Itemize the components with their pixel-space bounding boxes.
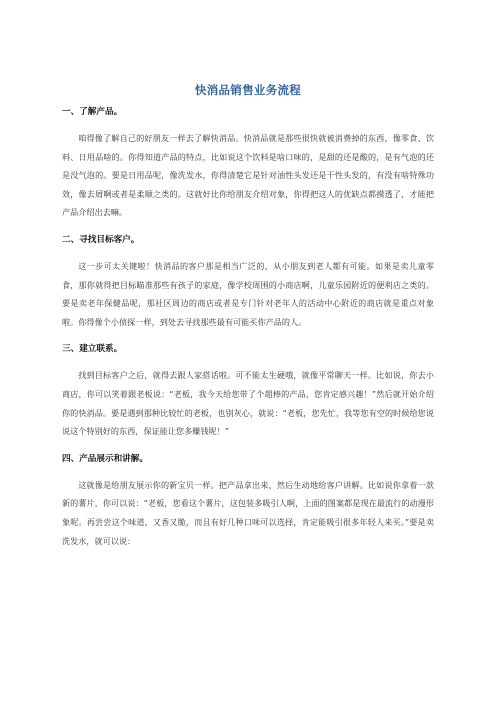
section-body-understand-product: 咱得像了解自己的好朋友一样去了解快消品。快消品就是那些很快就被消费掉的东西，像零食、饮料、日用品啥的。你得知道产品的特点，比如说这个饮料是啥口味的，是甜的还是酸的，是有气泡的还是没气泡的。要是日用品呢，像洗发水，你得清楚它是针对油性头发还是干性头发的，有没有啥特殊功效，像去屑啊或者是柔顺之类的。这就好比你给朋友介绍对象，你得把这人的优缺点都摸透了，才能把产品介绍出去嘛。	[62, 133, 434, 218]
section-heading-find-customers: 二、寻找目标客户。	[62, 234, 140, 245]
section-heading-understand-product: 一、了解产品。	[62, 107, 123, 117]
section-heading-build-contact: 三、建立联系。	[62, 344, 123, 355]
document-title: 快消品销售业务流程	[194, 83, 302, 97]
section-body-build-contact: 找到目标客户之后，就得去跟人家搭话啦。可不能太生硬哦，就像平常聊天一样。比如说，你去小商店，你可以笑着跟老板说：“老板，我今天给您带了个超棒的产品，您肯定感兴趣！”然后就开始介绍你的快消品。要是遇到那种比较忙的老板，也别灰心，就说：“老板，您先忙，我等您有空的时候给您说说这个特别好的东西，保证能让您多赚钱呢！”	[62, 370, 434, 437]
section-body-find-customers: 这一步可太关键啦！快消品的客户那是相当广泛的，从小朋友到老人都有可能。如果是卖儿童零食，那你就得把目标瞄准那些有孩子的家庭，像学校周围的小商店啊，儿童乐园附近的便利店之类的。要是卖老年保健品呢，那社区周边的商店或者是专门针对老年人的活动中心附近的商店就是重点对象啦。你得像个小侦探一样，到处去寻找那些最有可能买你产品的人。	[62, 260, 434, 327]
section-heading-product-demo: 四、产品展示和讲解。	[62, 453, 148, 464]
section-body-product-demo: 这就像是给朋友展示你的新宝贝一样。把产品拿出来，然后生动地给客户讲解。比如说你拿着一款新的薯片，你可以说：“老板，您看这个薯片，这包装多吸引人啊，上面的图案都是现在最流行的动漫形象呢。再尝尝这个味道，又香又脆，而且有好几种口味可以选择，肯定能吸引很多年轻人来买。”要是卖洗发水，就可以说：	[62, 479, 434, 546]
document-content	[62, 82, 434, 562]
